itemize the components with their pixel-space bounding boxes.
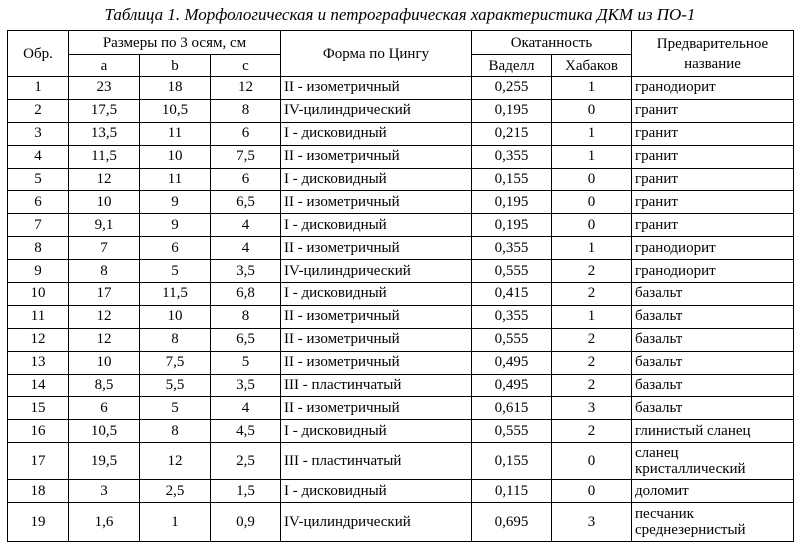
cell-a: 10,5 — [69, 420, 140, 443]
cell-wadell: 0,195 — [472, 191, 552, 214]
cell-sample: 10 — [8, 283, 69, 306]
cell-sample: 15 — [8, 397, 69, 420]
cell-b: 12 — [140, 443, 211, 480]
cell-wadell: 0,195 — [472, 214, 552, 237]
cell-form: II - изометричный — [281, 77, 472, 100]
cell-name — [632, 503, 794, 542]
cell-b: 11 — [140, 122, 211, 145]
cell-sample: 16 — [8, 420, 69, 443]
cell-c: 6,5 — [211, 191, 281, 214]
cell-name: гранит — [632, 168, 794, 191]
cell-a: 11,5 — [69, 145, 140, 168]
cell-c: 0,9 — [211, 503, 281, 542]
cell-name-line2: среднезернистый — [635, 522, 746, 539]
header-axis-a: a — [69, 55, 140, 77]
cell-name — [632, 443, 794, 480]
cell-khabakov: 0 — [552, 214, 632, 237]
table-row — [8, 191, 794, 214]
cell-wadell: 0,195 — [472, 99, 552, 122]
cell-b: 18 — [140, 77, 211, 100]
cell-b: 9 — [140, 214, 211, 237]
cell-sample: 14 — [8, 374, 69, 397]
cell-c: 12 — [211, 77, 281, 100]
cell-khabakov: 2 — [552, 420, 632, 443]
data-table — [7, 30, 794, 542]
cell-a: 1,6 — [69, 503, 140, 542]
cell-wadell: 0,555 — [472, 260, 552, 283]
cell-c: 6 — [211, 122, 281, 145]
cell-c: 4 — [211, 397, 281, 420]
header-sizes: Размеры по 3 осям, см — [69, 31, 281, 55]
cell-name-line1: песчаник — [635, 506, 694, 523]
cell-khabakov: 1 — [552, 305, 632, 328]
cell-name: гранит — [632, 214, 794, 237]
cell-b: 11 — [140, 168, 211, 191]
cell-a: 19,5 — [69, 443, 140, 480]
table-row — [8, 122, 794, 145]
cell-wadell: 0,695 — [472, 503, 552, 542]
cell-form: III - пластинчатый — [281, 374, 472, 397]
cell-a: 17,5 — [69, 99, 140, 122]
cell-sample: 1 — [8, 77, 69, 100]
cell-b: 8 — [140, 420, 211, 443]
cell-b: 1 — [140, 503, 211, 542]
cell-name-line1: сланец — [635, 445, 679, 462]
header-name-line2: название — [684, 55, 741, 72]
cell-c: 3,5 — [211, 260, 281, 283]
cell-a: 23 — [69, 77, 140, 100]
cell-khabakov: 1 — [552, 237, 632, 260]
cell-khabakov: 1 — [552, 145, 632, 168]
cell-wadell: 0,155 — [472, 168, 552, 191]
cell-khabakov: 2 — [552, 328, 632, 351]
cell-a: 8 — [69, 260, 140, 283]
cell-khabakov: 0 — [552, 480, 632, 503]
cell-b: 5 — [140, 260, 211, 283]
table-row — [8, 260, 794, 283]
cell-sample: 3 — [8, 122, 69, 145]
header-roundness: Окатанность — [472, 31, 632, 55]
cell-khabakov: 3 — [552, 397, 632, 420]
cell-khabakov: 0 — [552, 99, 632, 122]
table-row — [8, 420, 794, 443]
cell-a: 6 — [69, 397, 140, 420]
cell-a: 9,1 — [69, 214, 140, 237]
header-name — [632, 31, 794, 77]
cell-a: 12 — [69, 305, 140, 328]
table-row — [8, 283, 794, 306]
cell-form: II - изометричный — [281, 351, 472, 374]
cell-form: I - дисковидный — [281, 168, 472, 191]
cell-name: базальт — [632, 374, 794, 397]
cell-b: 10 — [140, 145, 211, 168]
cell-wadell: 0,355 — [472, 305, 552, 328]
cell-c: 4 — [211, 237, 281, 260]
cell-c: 5 — [211, 351, 281, 374]
cell-form: II - изометричный — [281, 237, 472, 260]
cell-khabakov: 1 — [552, 122, 632, 145]
table-row — [8, 503, 794, 542]
cell-wadell: 0,355 — [472, 237, 552, 260]
cell-wadell: 0,115 — [472, 480, 552, 503]
table-row — [8, 397, 794, 420]
cell-khabakov: 2 — [552, 374, 632, 397]
cell-wadell: 0,615 — [472, 397, 552, 420]
cell-name: базальт — [632, 328, 794, 351]
table-row — [8, 443, 794, 480]
cell-wadell: 0,495 — [472, 374, 552, 397]
cell-b: 11,5 — [140, 283, 211, 306]
cell-form: III - пластинчатый — [281, 443, 472, 480]
cell-wadell: 0,415 — [472, 283, 552, 306]
cell-khabakov: 3 — [552, 503, 632, 542]
cell-sample: 12 — [8, 328, 69, 351]
cell-name: базальт — [632, 397, 794, 420]
cell-sample: 8 — [8, 237, 69, 260]
cell-b: 7,5 — [140, 351, 211, 374]
cell-sample: 9 — [8, 260, 69, 283]
cell-wadell: 0,555 — [472, 420, 552, 443]
cell-khabakov: 2 — [552, 351, 632, 374]
cell-form: IV-цилиндрический — [281, 99, 472, 122]
table-body — [8, 77, 794, 542]
cell-khabakov: 2 — [552, 283, 632, 306]
cell-a: 10 — [69, 191, 140, 214]
cell-name: базальт — [632, 351, 794, 374]
cell-form: IV-цилиндрический — [281, 503, 472, 542]
table-row — [8, 374, 794, 397]
cell-c: 3,5 — [211, 374, 281, 397]
cell-name: гранодиорит — [632, 237, 794, 260]
cell-form: I - дисковидный — [281, 480, 472, 503]
cell-form: II - изометричный — [281, 305, 472, 328]
cell-a: 10 — [69, 351, 140, 374]
cell-name: гранит — [632, 122, 794, 145]
table-row — [8, 214, 794, 237]
cell-b: 10 — [140, 305, 211, 328]
cell-b: 9 — [140, 191, 211, 214]
cell-a: 17 — [69, 283, 140, 306]
cell-form: II - изометричный — [281, 397, 472, 420]
cell-sample: 2 — [8, 99, 69, 122]
cell-wadell: 0,495 — [472, 351, 552, 374]
cell-khabakov: 1 — [552, 77, 632, 100]
table-row — [8, 305, 794, 328]
table-row — [8, 328, 794, 351]
cell-form: II - изометричный — [281, 145, 472, 168]
cell-sample: 19 — [8, 503, 69, 542]
cell-form: I - дисковидный — [281, 283, 472, 306]
header-axis-c: c — [211, 55, 281, 77]
table-row — [8, 145, 794, 168]
cell-wadell: 0,155 — [472, 443, 552, 480]
cell-wadell: 0,215 — [472, 122, 552, 145]
cell-sample: 17 — [8, 443, 69, 480]
cell-sample: 11 — [8, 305, 69, 328]
header-form: Форма по Цингу — [281, 31, 472, 77]
cell-form: I - дисковидный — [281, 420, 472, 443]
cell-b: 10,5 — [140, 99, 211, 122]
cell-c: 6,5 — [211, 328, 281, 351]
cell-sample: 4 — [8, 145, 69, 168]
cell-sample: 13 — [8, 351, 69, 374]
table-row — [8, 168, 794, 191]
table-row — [8, 351, 794, 374]
table-row — [8, 480, 794, 503]
cell-c: 1,5 — [211, 480, 281, 503]
cell-name: гранит — [632, 145, 794, 168]
cell-wadell: 0,255 — [472, 77, 552, 100]
table-row — [8, 237, 794, 260]
cell-a: 12 — [69, 168, 140, 191]
cell-name: доломит — [632, 480, 794, 503]
cell-a: 7 — [69, 237, 140, 260]
cell-sample: 7 — [8, 214, 69, 237]
cell-b: 2,5 — [140, 480, 211, 503]
cell-a: 8,5 — [69, 374, 140, 397]
cell-wadell: 0,355 — [472, 145, 552, 168]
cell-a: 12 — [69, 328, 140, 351]
cell-name-line2: кристаллический — [635, 461, 746, 478]
cell-name: базальт — [632, 305, 794, 328]
cell-c: 6,8 — [211, 283, 281, 306]
cell-a: 3 — [69, 480, 140, 503]
table-row — [8, 77, 794, 100]
cell-form: II - изометричный — [281, 191, 472, 214]
cell-c: 6 — [211, 168, 281, 191]
cell-c: 8 — [211, 99, 281, 122]
cell-c: 7,5 — [211, 145, 281, 168]
cell-wadell: 0,555 — [472, 328, 552, 351]
table-row — [8, 99, 794, 122]
cell-form: IV-цилиндрический — [281, 260, 472, 283]
cell-sample: 18 — [8, 480, 69, 503]
cell-c: 4,5 — [211, 420, 281, 443]
cell-name: гранодиорит — [632, 260, 794, 283]
cell-khabakov: 0 — [552, 443, 632, 480]
cell-a: 13,5 — [69, 122, 140, 145]
cell-b: 6 — [140, 237, 211, 260]
header-name-line1: Предварительное — [656, 35, 769, 52]
cell-khabakov: 0 — [552, 168, 632, 191]
header-sample: Обр. — [8, 31, 69, 77]
cell-khabakov: 0 — [552, 191, 632, 214]
cell-khabakov: 2 — [552, 260, 632, 283]
cell-sample: 5 — [8, 168, 69, 191]
header-wadell: Ваделл — [472, 55, 552, 77]
cell-c: 2,5 — [211, 443, 281, 480]
cell-name: базальт — [632, 283, 794, 306]
cell-c: 4 — [211, 214, 281, 237]
cell-form: I - дисковидный — [281, 214, 472, 237]
cell-b: 5 — [140, 397, 211, 420]
cell-form: II - изометричный — [281, 328, 472, 351]
header-axis-b: b — [140, 55, 211, 77]
cell-form: I - дисковидный — [281, 122, 472, 145]
cell-name: гранодиорит — [632, 77, 794, 100]
table-caption: Таблица 1. Морфологическая и петрографическая характеристика ДКМ из ПО-1 — [104, 5, 696, 24]
cell-b: 8 — [140, 328, 211, 351]
cell-name: гранит — [632, 191, 794, 214]
cell-b: 5,5 — [140, 374, 211, 397]
cell-sample: 6 — [8, 191, 69, 214]
header-khabakov: Хабаков — [552, 55, 632, 77]
cell-name: глинистый сланец — [632, 420, 794, 443]
cell-name: гранит — [632, 99, 794, 122]
cell-c: 8 — [211, 305, 281, 328]
